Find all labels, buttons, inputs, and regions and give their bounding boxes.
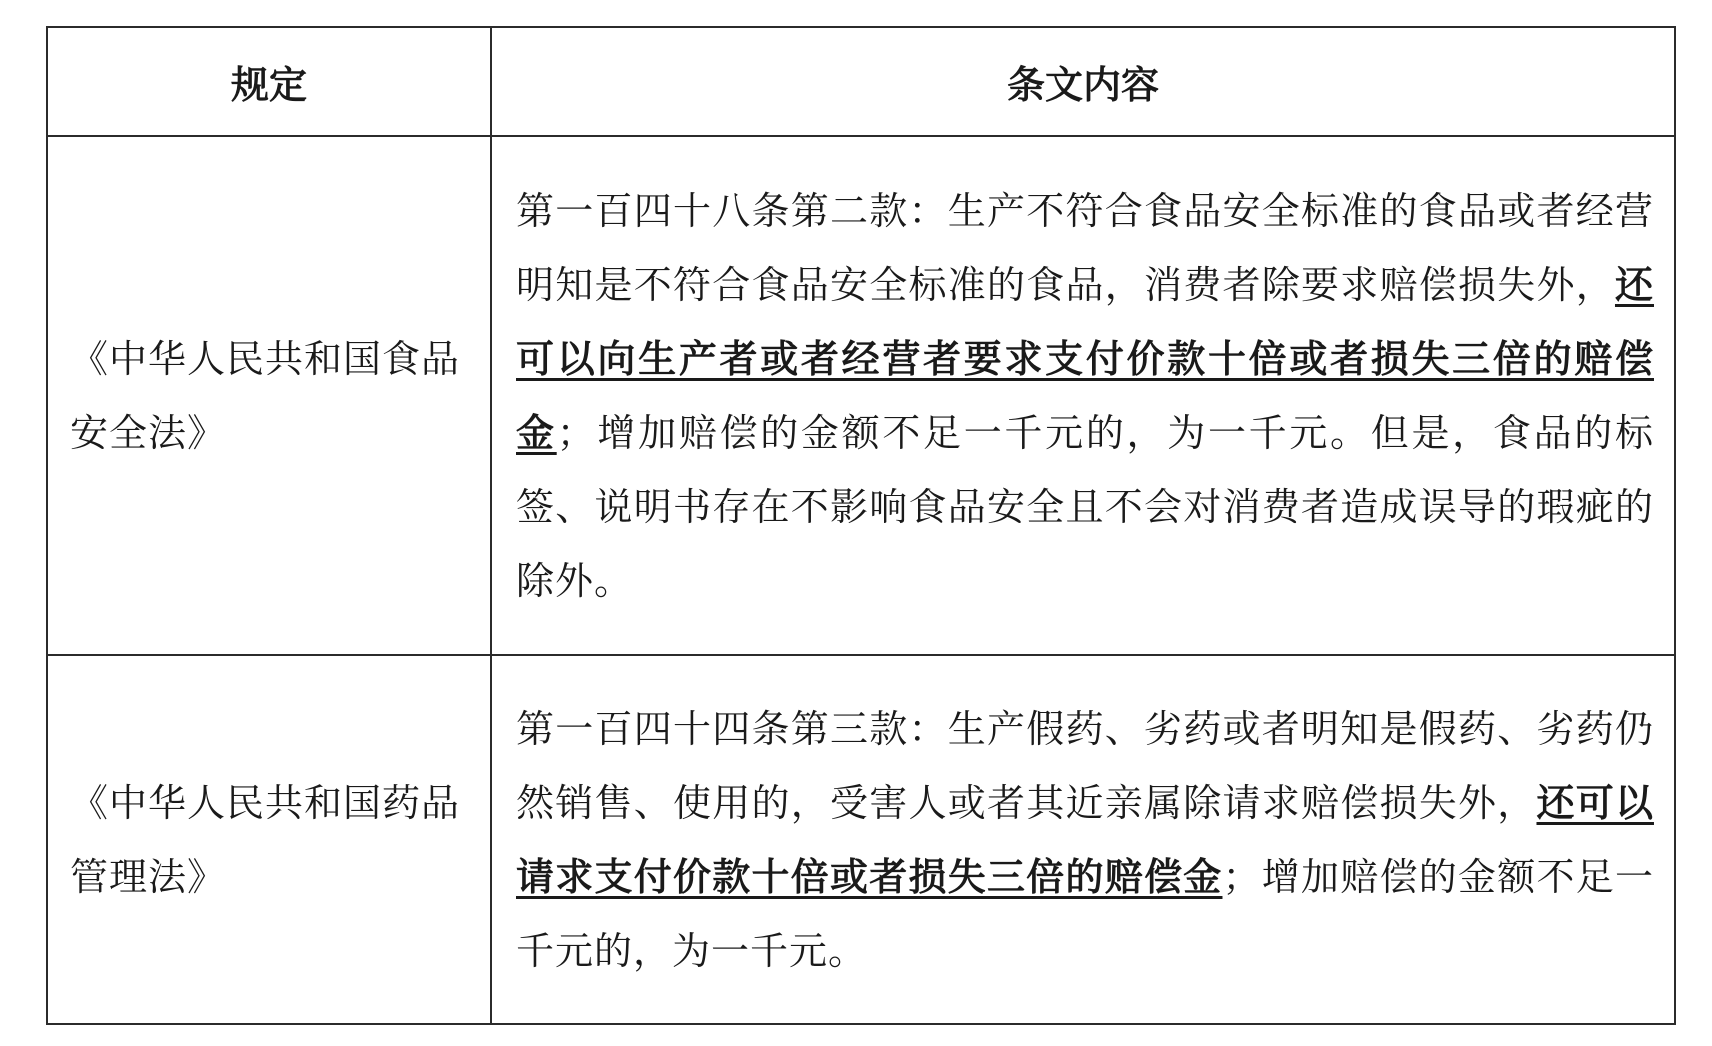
- article-text-before: 第一百四十四条第三款：生产假药、劣药或者明知是假药、劣药仍然销售、使用的，受害人或者其近亲属除请求赔偿损失外，: [516, 706, 1654, 825]
- article-text: [491, 136, 1675, 655]
- table-row: [47, 136, 1675, 655]
- article-text-after: ；增加赔偿的金额不足一千元的，为一千元。但是，食品的标签、说明书存在不影响食品安全且不会对消费者造成误导的瑕疵的除外。: [516, 410, 1654, 603]
- article-text-emphasis: 还可以请求支付价款十倍或者损失三倍的赔偿金: [516, 780, 1654, 899]
- header-content: 条文内容: [491, 27, 1675, 136]
- regulation-name: 《中华人民共和国药品管理法》: [47, 655, 491, 1024]
- article-text-before: 第一百四十八条第二款：生产不符合食品安全标准的食品或者经营明知是不符合食品安全标准的食品，消费者除要求赔偿损失外，: [516, 188, 1654, 307]
- article-text-emphasis: 还可以向生产者或者经营者要求支付价款十倍或者损失三倍的赔偿金: [516, 262, 1654, 455]
- regulation-name: 《中华人民共和国食品安全法》: [47, 136, 491, 655]
- article-text-after: ；增加赔偿的金额不足一千元的，为一千元。: [516, 854, 1654, 973]
- table-row: [47, 655, 1675, 1024]
- regulation-table: [46, 26, 1676, 1025]
- header-regulation: 规定: [47, 27, 491, 136]
- article-text: [491, 655, 1675, 1024]
- table-header-row: [47, 27, 1675, 136]
